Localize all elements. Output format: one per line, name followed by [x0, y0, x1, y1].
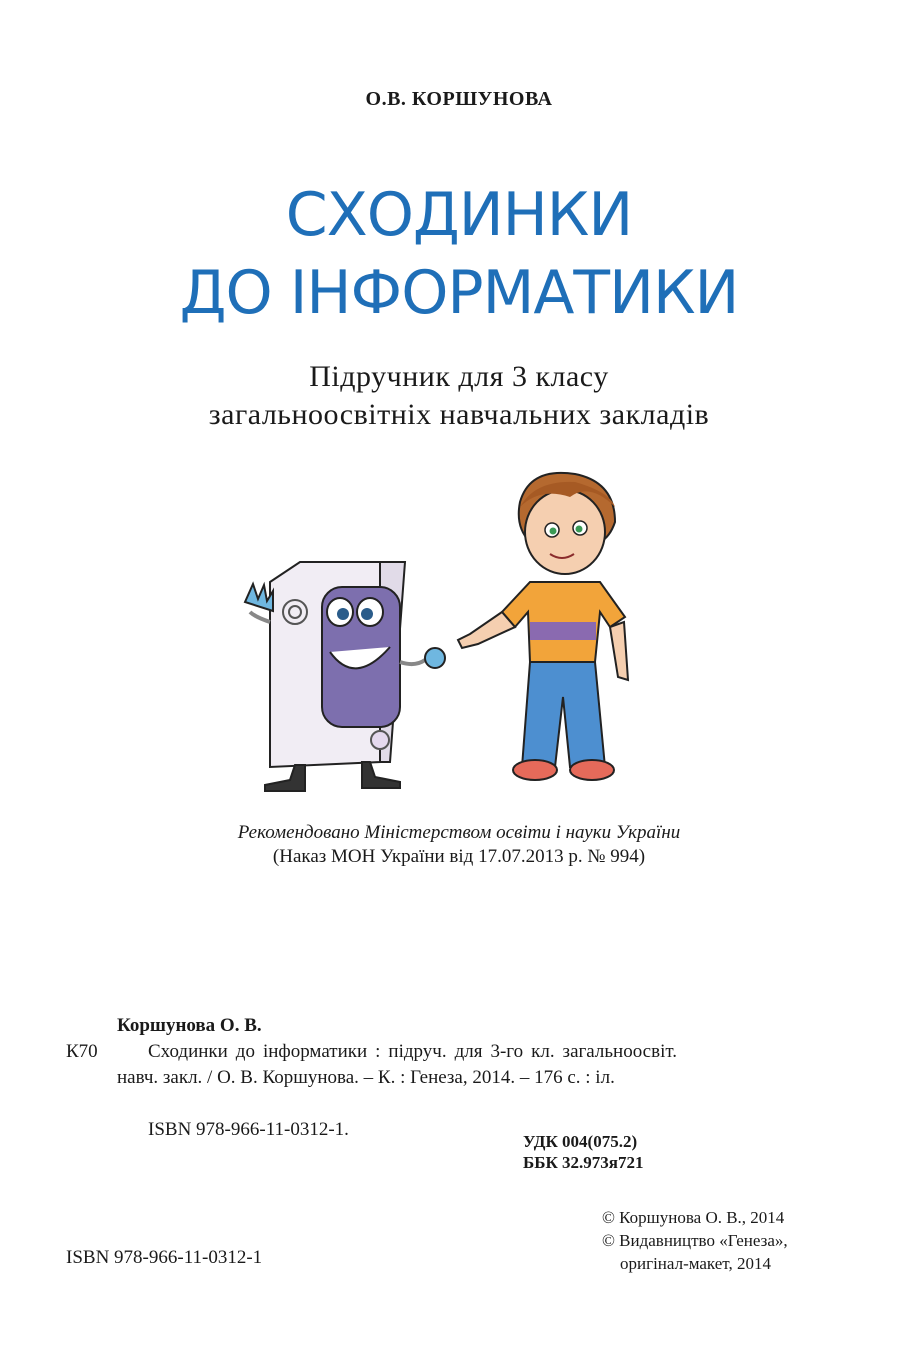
- udk-code: УДК 004(075.2): [523, 1132, 638, 1151]
- catalog-code: К70: [66, 1041, 98, 1062]
- book-subtitle-line-2: загальноосвітніх навчальних закладів: [208, 398, 710, 431]
- recommendation-text: Рекомендовано Міністерством освіти і науки України: [237, 822, 681, 843]
- copyright-publisher: © Видавництво «Генеза»,: [602, 1231, 788, 1250]
- catalog-isbn: ISBN 978-966-11-0312-1.: [148, 1119, 349, 1140]
- catalog-description: [117, 1039, 677, 1091]
- copyright-author: © Коршунова О. В., 2014: [602, 1208, 785, 1227]
- isbn-bottom: ISBN 978-966-11-0312-1: [66, 1247, 263, 1268]
- computer-and-boy-illustration: [230, 462, 670, 802]
- book-title-line-2: ДО ІНФОРМАТИКИ: [179, 258, 739, 328]
- book-subtitle-line-1: Підручник для 3 класу: [309, 360, 609, 393]
- boy-character: [458, 473, 628, 780]
- copyright-block: [602, 1206, 788, 1275]
- bbk-code: ББК 32.973я721: [523, 1153, 644, 1172]
- classification-block: [523, 1131, 644, 1173]
- book-title-line-1: СХОДИНКИ: [285, 180, 633, 250]
- copyright-layout: оригінал-макет, 2014: [620, 1254, 771, 1273]
- catalog-description-text: Сходинки до інформатики : підруч. для 3-го кл. загальноосвіт. навч. закл. / О. В. Коршунова. – К. : Генеза, 2014. – 176 с. : іл.: [117, 1041, 677, 1088]
- book-author: О.В. КОРШУНОВА: [365, 88, 553, 110]
- catalog-author: Коршунова О. В.: [117, 1015, 262, 1036]
- computer-character: [245, 562, 445, 791]
- ministry-order: (Наказ МОН України від 17.07.2013 р. № 994): [272, 846, 646, 867]
